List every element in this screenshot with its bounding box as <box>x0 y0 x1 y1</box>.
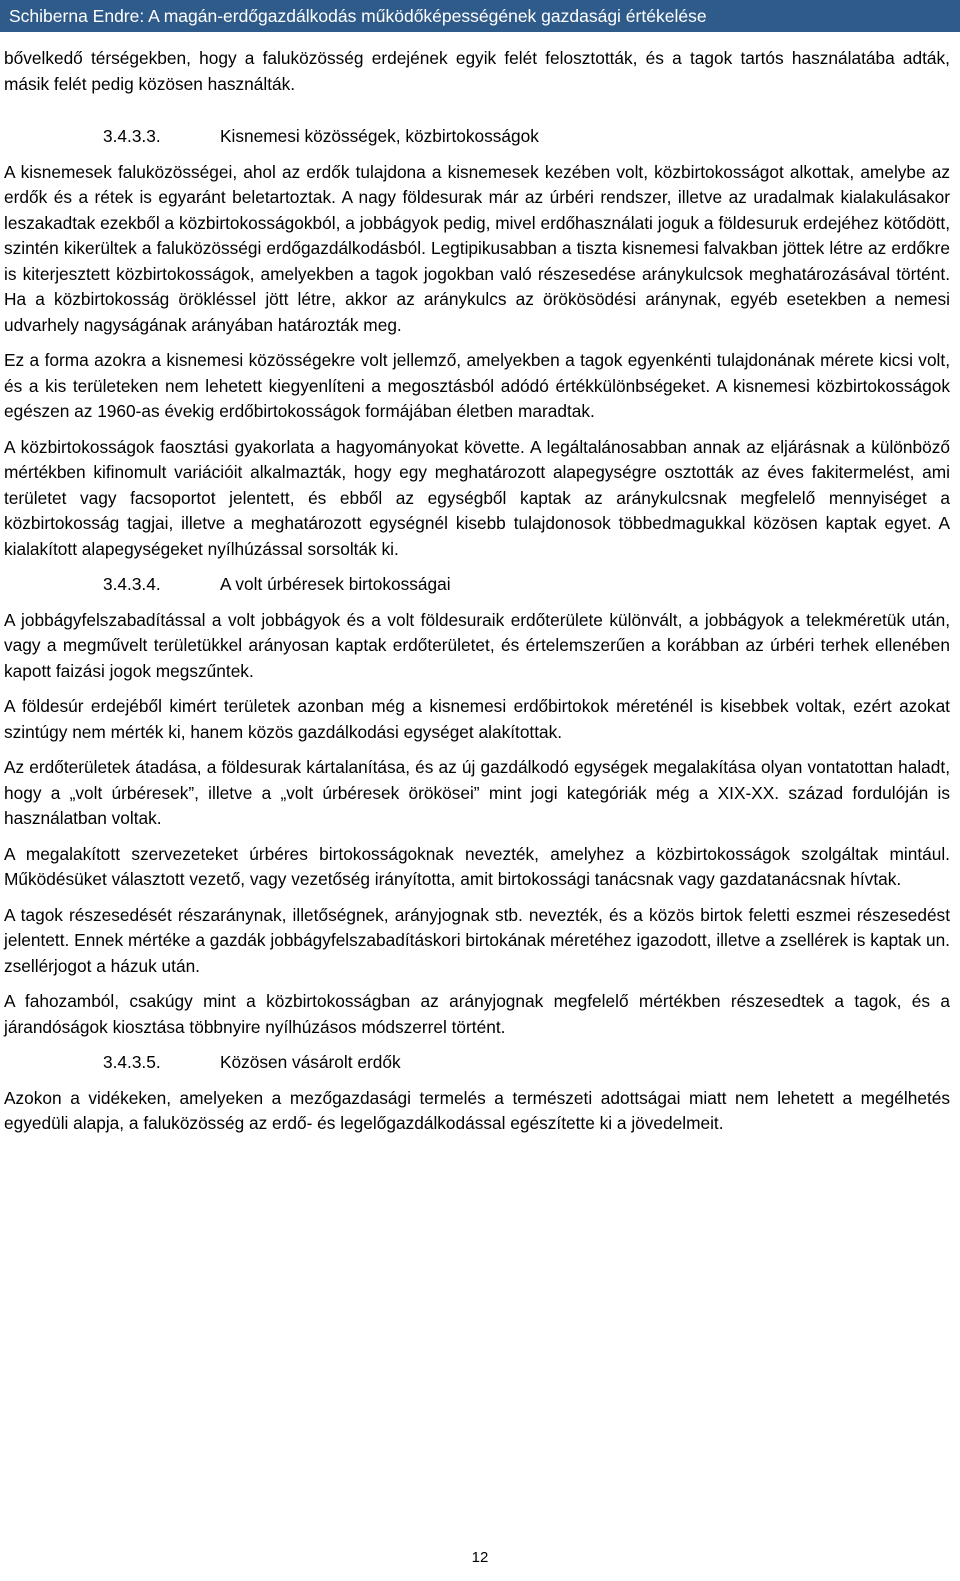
section-title: Közösen vásárolt erdők <box>220 1052 401 1072</box>
section-number: 3.4.3.4. <box>103 574 161 594</box>
paragraph: Az erdőterületek átadása, a földesurak kártalanítása, és az új gazdálkodó egységek megalakítása olyan vontatottan haladt, hogy a „volt úrbéresek”, illetve a „volt úrbéresek örökösei” mint jogi kategóriák még a XIX-XX. század fordulóján is használatban voltak. <box>4 757 950 828</box>
document-body <box>4 46 950 1147</box>
paragraph: A fahozamból, csakúgy mint a közbirtokosságban az arányjognak megfelelő mértékben részesedtek a tagok, és a járandóságok kiosztása többnyire nyílhúzásos módszerrel történt. <box>4 991 950 1037</box>
page-header <box>0 0 960 32</box>
paragraph: A földesúr erdejéből kimért területek azonban még a kisnemesi erdőbirtokok méreténél is kisebbek voltak, ezért azokat szintúgy nem mérték ki, hanem közös gazdálkodási egységet alakítottak. <box>4 696 950 742</box>
paragraph: bővelkedő térségekben, hogy a faluközösség erdejének egyik felét felosztották, és a tagok tartós használatába adták, másik felét pedig közösen használták. <box>4 48 950 94</box>
paragraph: Ez a forma azokra a kisnemesi közösségekre volt jellemző, amelyekben a tagok egyenkénti tulajdonának mérete kicsi volt, és a kis területeken nem lehetett kiegyenlíteni a megosztásból adódó értékkülönbségeket. A kisnemesi közbirtokosságok egészen az 1960-as évekig erdőbirtokosságok formájában életben maradtak. <box>4 350 950 421</box>
section-title: A volt úrbéresek birtokosságai <box>220 574 451 594</box>
paragraph: A megalakított szervezeteket úrbéres birtokosságoknak nevezték, amelyhez a közbirtokosságok szolgáltak mintául. Működésüket választott vezető, vagy vezetőség irányította, amit birtokossági tanácsnak vagy gazdatanácsnak hívtak. <box>4 843 950 889</box>
section-heading <box>4 124 950 150</box>
header-title: Schiberna Endre: A magán-erdőgazdálkodás működőképességének gazdasági értékelése <box>9 6 707 26</box>
section-number: 3.4.3.5. <box>103 1052 161 1072</box>
paragraph: A közbirtokosságok faosztási gyakorlata a hagyományokat követte. A legáltalánosabban annak az eljárásnak a különböző mértékben kifinomult variációit alkalmazták, hogy egy meghatározott alapegységre osztották az éves fakitermelést, ami területet vagy facsoportot jelentett, és ebből az egységből kaptak az aránykulcsnak megfelelő mennyiséget a közbirtokosság tagjai, illetve a meghatározott egységnél kisebb tulajdonosok többedmagukkal közösen kaptak egyet. A kialakított alapegységeket nyílhúzással sorsolták ki. <box>4 436 950 559</box>
paragraph: A tagok részesedését részaránynak, illetőségnek, arányjognak stb. nevezték, és a közös birtok feletti eszmei részesedést jelentett. Ennek mértéke a gazdák jobbágyfelszabadításkori birtokának méretéhez igazodott, illetve a zsellérek is kaptak un. zsellérjogot a házuk után. <box>4 904 950 976</box>
section-heading <box>4 572 950 598</box>
section-heading <box>4 1050 950 1076</box>
paragraph: A kisnemesek faluközösségei, ahol az erdők tulajdona a kisnemesek kezében volt, közbirtokosságot alkottak, amelybe az erdők és a rétek is egyaránt beletartoztak. A nagy földesurak már az úrbéri rendszer, illetve az uradalmak kialakulásakor leszakadtak ezekből a közbirtokosságokból, a jobbágyok pedig, mivel erdőhasználati joguk a földesuruk erdejéhez kötődött, szintén kikerültek a faluközösségi erdőgazdálkodásból. Legtipikusabban a tiszta kisnemesi falvakban jöttek létre az erdőkre is kiterjesztett közbirtokosságok, amelyekben a tagok jogokban való részesedése aránykulcsok meghatározásával történt. Ha a közbirtokosság örökléssel jött létre, akkor az aránykulcs az örökösödési aránynak, egyéb esetekben a nemesi udvarhely nagyságának arányában határozták meg. <box>4 161 950 335</box>
section-title: Kisnemesi közösségek, közbirtokosságok <box>220 126 539 146</box>
paragraph: A jobbágyfelszabadítással a volt jobbágyok és a volt földesuraik erdőterülete különvált, a jobbágyok a telekméretük után, vagy a megművelt területükkel arányosan kaptak erdőterületet, és értelemszerűen a korábban az úrbéri terhek ellenében kapott faizási jogok megszűntek. <box>4 609 950 681</box>
page-number: 12 <box>471 1549 489 1566</box>
paragraph: Azokon a vidékeken, amelyeken a mezőgazdasági termelés a természeti adottságai miatt nem lehetett a megélhetés egyedüli alapja, a faluközösség az erdő- és legelőgazdálkodással egészítette ki a jövedelmeit. <box>4 1087 950 1133</box>
section-number: 3.4.3.3. <box>103 126 161 146</box>
